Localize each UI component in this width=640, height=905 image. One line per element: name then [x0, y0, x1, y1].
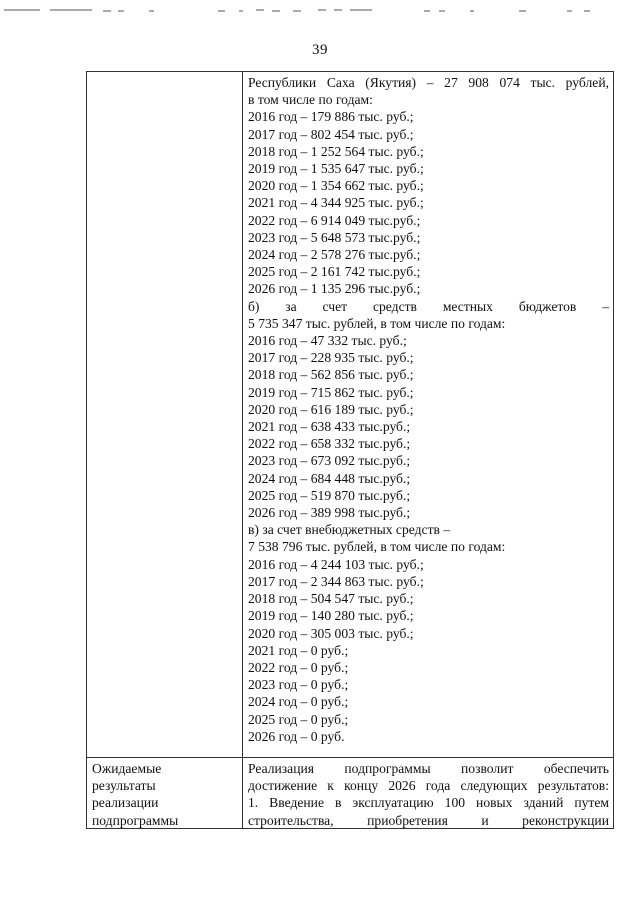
passport-table — [86, 71, 614, 829]
text-line: 2019 год – 140 280 тыс. руб.; — [248, 608, 414, 624]
text-line: 5 735 347 тыс. рублей, в том числе по годам: — [248, 315, 506, 331]
funding-label — [87, 72, 242, 757]
table-row-expected-results — [87, 758, 614, 829]
text-line: 2022 год – 0 руб.; — [248, 659, 349, 675]
text-line: Республики Саха (Якутия) – 27 908 074 тыс. рублей, — [248, 75, 609, 90]
expected-results-label-cell — [87, 758, 243, 829]
expected-results-text — [243, 758, 613, 828]
text-line: 2021 год – 638 433 тыс.руб.; — [248, 419, 411, 435]
scan-artifact-top — [0, 0, 640, 20]
expected-results-label — [87, 758, 242, 828]
text-line: 2023 год – 0 руб.; — [248, 677, 349, 693]
table-row-funding — [87, 72, 614, 758]
text-line: 2018 год – 562 856 тыс. руб.; — [248, 367, 414, 383]
text-line: 2017 год – 802 454 тыс. руб.; — [248, 126, 414, 142]
text-line: 2016 год – 47 332 тыс. руб.; — [248, 333, 407, 349]
text-line: 2025 год – 519 870 тыс.руб.; — [248, 487, 411, 503]
text-line: 2017 год – 2 344 863 тыс. руб.; — [248, 573, 424, 589]
text-line: строительства, приобретения и реконструкции — [248, 812, 609, 828]
text-line: 2024 год – 684 448 тыс.руб.; — [248, 470, 411, 486]
funding-details — [243, 72, 613, 757]
text-line: 2025 год – 2 161 742 тыс.руб.; — [248, 264, 421, 280]
text-line: достижение к концу 2026 года следующих результатов: — [248, 778, 609, 794]
text-line: 2023 год – 673 092 тыс.руб.; — [248, 453, 411, 469]
text-line: Ожидаемые — [92, 761, 162, 776]
text-line: реализации — [92, 795, 159, 811]
text-line: 2021 год – 4 344 925 тыс. руб.; — [248, 195, 424, 211]
text-line: 2016 год – 179 886 тыс. руб.; — [248, 109, 414, 125]
text-line: 2018 год – 1 252 564 тыс. руб.; — [248, 143, 424, 159]
text-line: в том числе по годам: — [248, 92, 373, 108]
text-line: 2025 год – 0 руб.; — [248, 711, 349, 727]
text-line: Реализация подпрограммы позволит обеспечить — [248, 761, 609, 776]
text-line: 2024 год – 0 руб.; — [248, 694, 349, 710]
text-line: 2020 год – 305 003 тыс. руб.; — [248, 625, 414, 641]
text-line: 2019 год – 1 535 647 тыс. руб.; — [248, 161, 424, 177]
text-line: 2026 год – 1 135 296 тыс.руб.; — [248, 281, 421, 297]
text-line: 7 538 796 тыс. рублей, в том числе по годам: — [248, 539, 506, 555]
text-line: 2020 год – 1 354 662 тыс. руб.; — [248, 178, 424, 194]
text-line: 1. Введение в эксплуатацию 100 новых зданий путем — [248, 795, 609, 811]
text-line: 2017 год – 228 935 тыс. руб.; — [248, 350, 414, 366]
text-line: 2018 год – 504 547 тыс. руб.; — [248, 591, 414, 607]
text-line: 2026 год – 389 998 тыс.руб.; — [248, 505, 411, 521]
text-line: 2021 год – 0 руб.; — [248, 642, 349, 658]
text-line: 2026 год – 0 руб. — [248, 728, 345, 744]
page-number: 39 — [312, 42, 328, 58]
text-line: результаты — [92, 778, 156, 794]
text-line: 2016 год – 4 244 103 тыс. руб.; — [248, 556, 424, 572]
text-line: в) за счет внебюджетных средств – — [248, 522, 451, 538]
text-line: 2023 год – 5 648 573 тыс.руб.; — [248, 229, 421, 245]
text-line: 2022 год – 658 332 тыс.руб.; — [248, 436, 411, 452]
text-line: 2024 год – 2 578 276 тыс.руб.; — [248, 247, 421, 263]
text-line: 2020 год – 616 189 тыс. руб.; — [248, 401, 414, 417]
funding-details-cell — [243, 72, 614, 758]
funding-label-cell — [87, 72, 243, 758]
expected-results-cell — [243, 758, 614, 829]
text-line: подпрограммы — [92, 812, 179, 828]
text-line: 2019 год – 715 862 тыс. руб.; — [248, 384, 414, 400]
text-line: б) за счет средств местных бюджетов – — [248, 298, 609, 314]
text-line: 2022 год – 6 914 049 тыс.руб.; — [248, 212, 421, 228]
